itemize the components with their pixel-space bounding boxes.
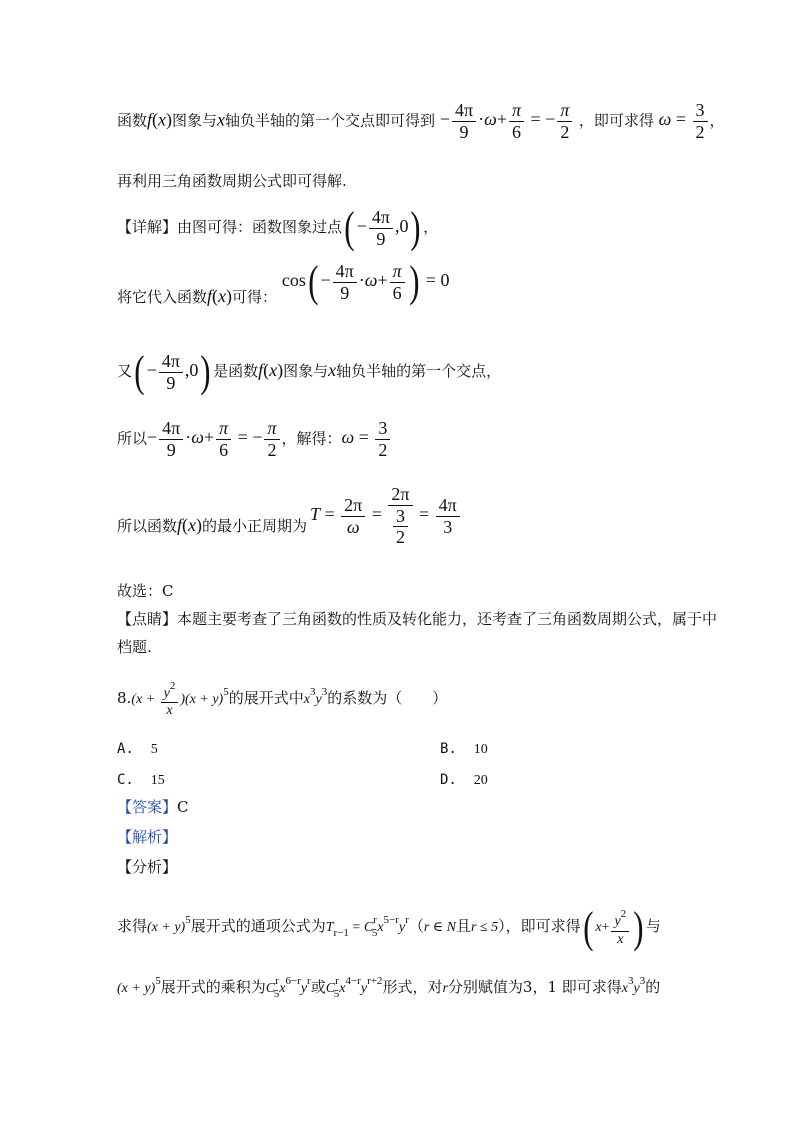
xy5: $(x + y)^5$	[147, 914, 191, 936]
text: ，	[423, 218, 439, 237]
text: 的	[645, 978, 661, 996]
eq-period: T = $\frac{2\pi}{\omega}$ = $\frac{2\pi}{\frac{3}{2}}$ = $\frac{4\pi}{3}$	[310, 484, 462, 548]
eq-cos: cos( − $\frac{4\pi}{9}$ ·ω+ $\frac{\pi}{6}$ ) = 0	[281, 257, 450, 306]
option-a: A. 5	[117, 741, 158, 757]
text: 又	[117, 362, 133, 381]
section-tag: 【点睛】	[117, 610, 178, 628]
section-tag: 【详解】	[117, 218, 178, 237]
option-c: C. 15	[117, 772, 165, 788]
x3y3: $x^3y^3$	[621, 975, 646, 996]
var-x: x	[328, 360, 337, 381]
line-2: 再利用三角函数周期公式即可得解.	[117, 172, 347, 190]
line-10: 档题.	[117, 638, 152, 656]
text: ），即可求得	[498, 917, 581, 936]
line-3	[117, 203, 439, 252]
text: 且	[455, 917, 471, 936]
question-number: 8.	[117, 688, 132, 707]
term-1: $C^r_5x^{6-r}y^r$	[265, 975, 311, 1000]
analysis-tag: 【解析】	[117, 828, 178, 846]
text: 轴负半轴的第一个交点，	[336, 362, 502, 381]
r-in-n: r ∈ N	[423, 920, 456, 936]
text: 与	[645, 917, 661, 936]
xy5: $(x + y)^5$	[117, 975, 161, 996]
answer-tag: 【答案】	[117, 798, 178, 816]
text: 轴负半轴的第一个交点即可得到	[225, 111, 436, 130]
answer-value: C	[177, 798, 189, 816]
line-7	[117, 516, 307, 534]
text: 函数	[117, 111, 148, 130]
text: 是函数	[213, 362, 259, 381]
text: 图象与	[283, 362, 329, 381]
eq-phase: − $\frac{4\pi}{9}$ ·ω+ $\frac{\pi}{6}$ = − $\frac{\pi}{2}$	[440, 109, 579, 129]
fx: f(x)	[177, 515, 203, 535]
answer-line	[117, 800, 189, 815]
fx: f(x)	[147, 109, 173, 130]
text: 所以函数	[117, 517, 178, 535]
line-6	[117, 418, 392, 460]
fx: f(x)	[207, 286, 233, 307]
text: ，即可求得	[578, 111, 654, 130]
text: 形式，对	[382, 978, 443, 996]
text: 或	[310, 978, 326, 996]
factor: ( x+ $\frac{y^2}{x}$ )	[582, 903, 644, 952]
line-12	[117, 976, 660, 1000]
eq-phase: − $\frac{4\pi}{9}$ ·ω+ $\frac{\pi}{6}$ = − $\frac{\pi}{2}$	[147, 427, 282, 447]
point: ( − $\frac{4\pi}{9}$ ,0)	[134, 347, 211, 396]
line-4	[117, 257, 450, 320]
line-9	[117, 612, 717, 627]
question-8	[117, 680, 447, 719]
line-1	[117, 100, 725, 142]
var-x: x	[217, 109, 226, 130]
text: 将它代入函数	[117, 288, 208, 307]
option-b: B. 10	[440, 741, 488, 757]
text: 所以	[117, 429, 148, 448]
eq-omega: ω = $\frac{3}{2}$	[659, 109, 710, 129]
general-term: $T_{r-1} = C^r_5x^{5-r}y^r$	[325, 914, 409, 940]
text: 展开式的乘积为	[160, 978, 266, 996]
line-11	[117, 903, 661, 952]
x3y3: $x^3y^3$	[303, 685, 328, 707]
text: 可得：	[232, 288, 278, 307]
option-d: D. 20	[440, 772, 488, 788]
point: ( − $\frac{4\pi}{9}$ ,0)	[344, 203, 421, 252]
text: 的展开式中	[228, 688, 304, 707]
text: （	[408, 917, 424, 936]
text: 展开式的通项公式为	[190, 917, 326, 936]
text: ，解得：	[281, 429, 342, 448]
q8-expression: (x + $\frac{y^2}{x}$ )$(x + y)^5$	[131, 680, 229, 719]
text: ，	[709, 111, 725, 130]
term-2: $C^r_5x^{4-r}y^{r+2}$	[325, 975, 383, 1000]
text: 本题主要考查了三角函数的性质及转化能力，还考查了三角函数周期公式，属于中	[177, 610, 718, 628]
fx: f(x)	[258, 360, 284, 381]
r-le-5: r ≤ 5	[471, 920, 499, 936]
fenxi-tag: 【分析】	[117, 858, 178, 876]
text: 求得	[117, 917, 148, 936]
text: 图象与	[172, 111, 218, 130]
var-r: r	[442, 981, 448, 996]
text: 的最小正周期为	[202, 517, 308, 535]
text: 分别赋值为3，1 即可求得	[447, 978, 622, 996]
text: 由图可得：函数图象过点	[177, 218, 343, 237]
eq-omega: ω = $\frac{3}{2}$	[342, 427, 393, 447]
line-8: 故选：C	[117, 582, 174, 600]
line-5	[117, 347, 502, 396]
text: 的系数为（ ）	[327, 688, 448, 707]
